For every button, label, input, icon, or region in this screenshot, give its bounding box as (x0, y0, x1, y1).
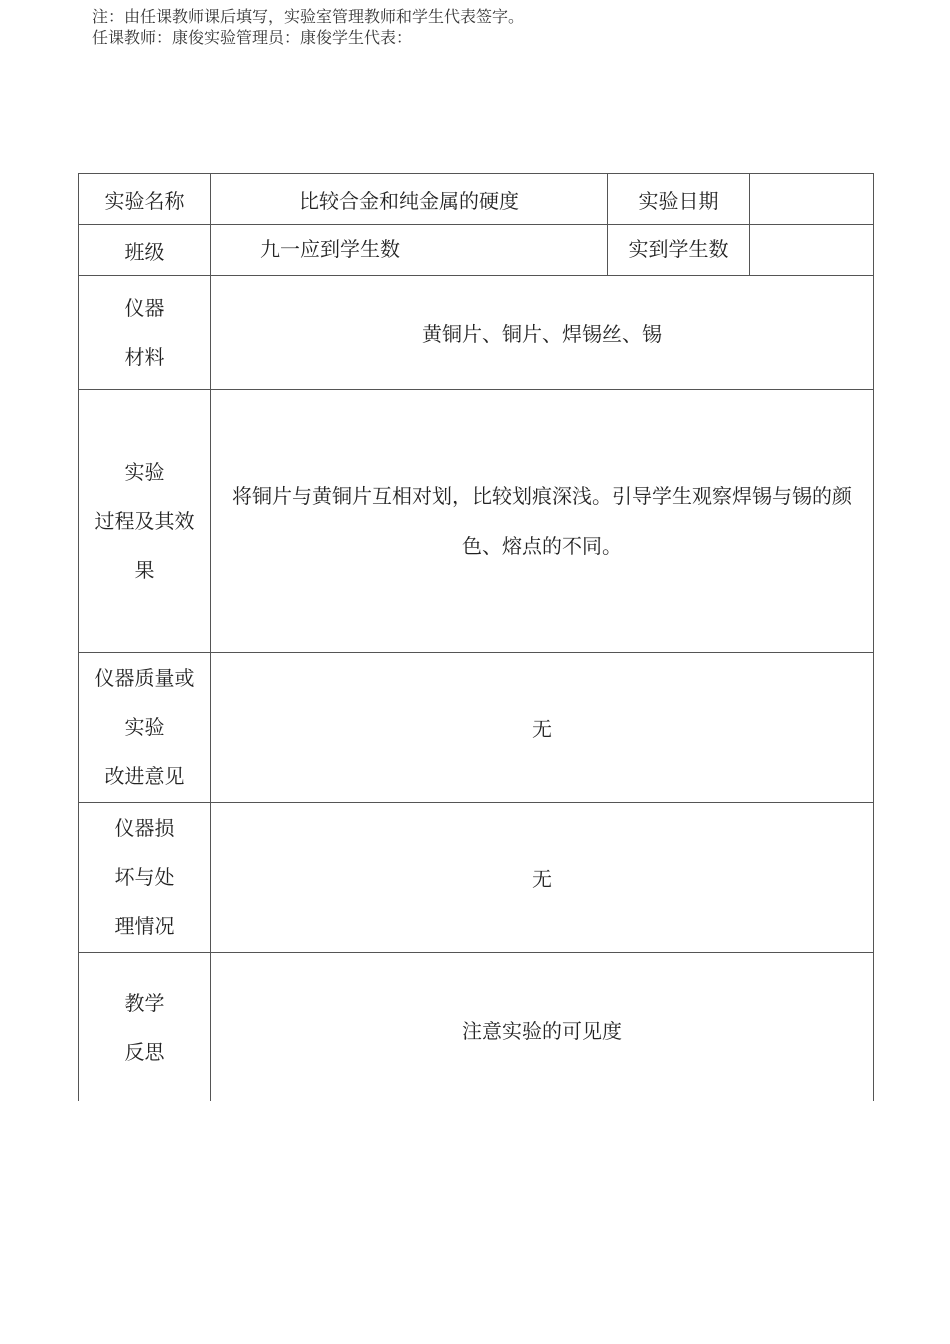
process-label (79, 390, 210, 652)
process-label-line: 果 (134, 557, 155, 582)
process-label-line: 过程及其效 (94, 508, 195, 533)
experiment-name-label: 实验名称 (104, 188, 185, 213)
experiment-record-table (78, 173, 874, 1101)
actual-students-value (750, 225, 873, 269)
experiment-date-value (750, 174, 873, 224)
damage-value: 无 (532, 867, 552, 891)
damage-label (79, 803, 210, 952)
process-label-line: 实验 (124, 459, 165, 484)
reflection-label-line: 教学 (124, 991, 165, 1015)
reflection-value: 注意实验的可见度 (462, 1019, 622, 1043)
quality-label (79, 653, 210, 802)
process-value: 将铜片与黄铜片互相对划，比较划痕深浅。引导学生观察焊锡与锡的颜色、熔点的不同。 (232, 484, 852, 558)
equipment-value: 黄铜片、铜片、焊锡丝、锡 (422, 322, 662, 346)
reflection-label-line: 反思 (124, 1040, 165, 1064)
experiment-name-value: 比较合金和纯金属的硬度 (299, 188, 519, 213)
quality-value: 无 (532, 717, 552, 741)
damage-label-line: 坏与处 (114, 865, 175, 889)
quality-label-line: 改进意见 (104, 764, 185, 788)
note-line-2: 任课教师：康俊实验管理员：康俊学生代表： (92, 28, 413, 47)
actual-students-label: 实到学生数 (628, 236, 729, 261)
quality-label-line: 仪器质量或 (94, 666, 195, 690)
reflection-label (79, 953, 210, 1101)
table-border-right (873, 173, 874, 1101)
experiment-date-label: 实验日期 (638, 188, 719, 213)
quality-label-line: 实验 (124, 715, 165, 739)
damage-label-line: 理情况 (114, 914, 175, 938)
class-label: 班级 (124, 239, 165, 264)
equipment-label-line: 仪器 (124, 295, 165, 320)
signature-note (92, 6, 524, 48)
equipment-label-line: 材料 (124, 344, 165, 369)
note-line-1: 注：由任课教师课后填写，实验室管理教师和学生代表签字。 (92, 7, 525, 26)
damage-label-line: 仪器损 (114, 816, 175, 840)
class-value: 九一应到学生数 (260, 236, 400, 261)
equipment-label (79, 276, 210, 389)
